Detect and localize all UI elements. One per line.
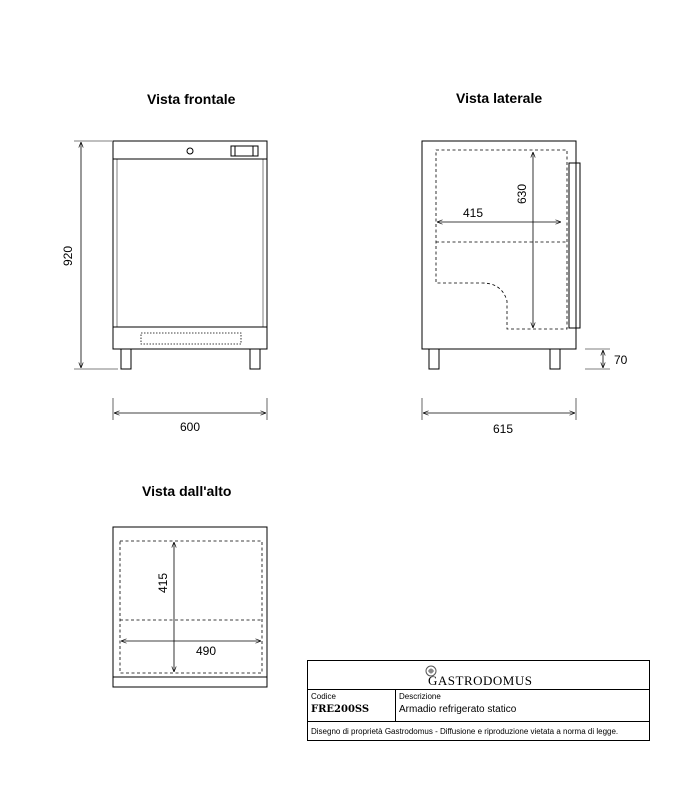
side-right-leg (550, 349, 560, 369)
code-cell (308, 690, 396, 721)
side-inner-height-label: 630 (515, 183, 529, 205)
top-cabinet-outline (113, 527, 267, 687)
description-cell (396, 690, 649, 721)
front-width-label: 600 (179, 420, 201, 434)
front-height-label: 920 (61, 245, 75, 267)
side-left-leg (429, 349, 439, 369)
description-label: Descrizione (399, 692, 441, 701)
front-view-title: Vista frontale (147, 91, 236, 107)
side-view-title: Vista laterale (456, 90, 543, 106)
code-value: FRE200SS (311, 704, 370, 715)
side-view (422, 141, 610, 420)
front-view (74, 141, 267, 420)
side-depth-label: 615 (492, 422, 514, 436)
title-block-info-row (308, 690, 649, 722)
description-value: Armadio refrigerato statico (399, 704, 517, 715)
ventilation-grille (141, 333, 241, 344)
front-left-leg (121, 349, 131, 369)
side-inner-depth-label: 415 (462, 206, 484, 220)
code-label: Codice (311, 692, 336, 701)
side-cabinet-outline (422, 141, 576, 349)
top-inner-depth-label: 415 (156, 572, 170, 594)
front-right-leg (250, 349, 260, 369)
brand-name: GASTRODOMUS (428, 673, 533, 688)
title-block (307, 660, 650, 741)
title-block-brand-row (308, 661, 649, 690)
side-leg-height-label: 70 (614, 353, 628, 367)
top-inner-compartment (120, 541, 262, 673)
top-view-title: Vista dall'alto (142, 483, 232, 499)
door-profile (569, 163, 580, 328)
side-inner-compartment (436, 150, 567, 329)
lock-icon (187, 148, 193, 154)
top-inner-width-label: 490 (195, 644, 217, 658)
top-view (113, 527, 267, 687)
front-cabinet-outline (113, 141, 267, 349)
ownership-notice: Disegno di proprietà Gastrodomus - Diffusione e riproduzione vietata a norma di legge. (311, 727, 619, 736)
